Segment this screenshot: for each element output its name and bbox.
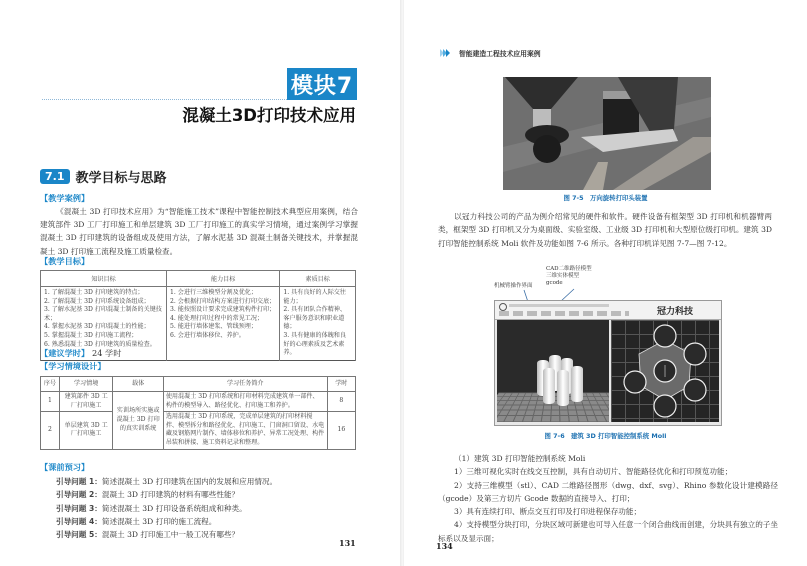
feature-item: 1）三维可视化实时在线交互控制，具有自动切片、智能路径优化和打印预览功能； [454, 467, 733, 477]
header-carrier: 载体 [113, 377, 163, 392]
figure-7-6-caption: 图 7-6 建筑 3D 打印智能控制系统 Moli [544, 432, 667, 440]
printed-column [543, 368, 555, 404]
module-title: 混凝土3D打印技术应用 [182, 106, 356, 125]
table-row [41, 392, 356, 412]
question-text: 混凝土 3D 打印建筑的材料有哪些性能？ [101, 490, 240, 500]
annotation-gcode: gcode [546, 280, 563, 286]
toolbar-controls [499, 311, 629, 316]
annotation-cad: CAD二维路径模型 [546, 266, 592, 272]
quality-item: 3. 具有健康的体魄和良好的心理素质及艺术素养。 [283, 331, 346, 357]
question-text: 简述混凝土 3D 打印建筑在国内的发展和应用情况。 [101, 477, 278, 486]
3d-preview-viewport [497, 320, 609, 422]
header-no: 序号 [41, 377, 60, 392]
question-text: 简述混凝土 3D 打印的施工流程。 [101, 516, 217, 526]
intro-paragraph [438, 210, 772, 250]
quality-item: 1. 具有良好的人际交往能力； [283, 289, 346, 305]
ability-item: 1. 会进行三维模型分割及优化； [170, 289, 257, 296]
teaching-case-text [40, 205, 358, 258]
header-quality: 素质目标 [280, 271, 356, 287]
suggested-hours-label: 【建议学时】 [40, 348, 90, 358]
teaching-case-body: 《混凝土 3D 打印技术应用》为“智能施工技术”课程中智能控制技术典型应用案例，结合建筑部件 3D 工厂打印施工和单层建筑 3D 工厂打印施工的真实学习情境，通过案例学习掌握混凝土 3D 打印建筑的设备组成及使用方法，了解水泥基 3D 混凝土制备关键技术，并掌握混凝土 3D 打印施工流程及施工质量检查。 [40, 207, 358, 256]
annotation-arm-ui: 机械臂操作界面 [494, 283, 533, 289]
print-head-photo [503, 77, 711, 190]
section-heading [40, 167, 167, 186]
ability-item: 4. 能处理打印过程中的常见工况； [170, 314, 264, 322]
page-number: 134 [436, 541, 453, 551]
ability-item: 3. 能按照设计要求完成建筑构件打印； [170, 306, 276, 314]
question-item [56, 488, 277, 501]
moli-features [438, 452, 778, 545]
question-text: 混凝土 3D 打印施工中一般工况有哪些？ [101, 530, 240, 540]
dotted-divider [42, 99, 287, 100]
knowledge-item: 5. 掌握混凝土 3D 打印施工流程； [44, 331, 138, 339]
header-scenario: 学习情境 [59, 377, 113, 392]
ability-item: 2. 会根据打印结构方案进行打印交底； [170, 297, 276, 305]
annotation-file-types [546, 266, 592, 287]
toolpath-drawing [611, 320, 719, 422]
feature-item: 3）具有连续打印、断点交互打印及打印进程保存功能； [454, 507, 642, 517]
intro-text: 以冠力科技公司的产品为例介绍常见的硬件和软件。硬件设备有框架型 3D 打印机和机器臂两类，框架型 3D 打印机又分为桌面级、实验室级、工业级 3D 打印机和大型原位级打印机。建筑 3D 打印智能控制系统 Moli 软件及功能如图 7-6 所示。各种打印机详见图 7-7—图 7-12。 [438, 212, 772, 248]
2d-path-viewport [611, 320, 719, 422]
quality-item: 2. 具有团队合作精神、客户服务意识和职业道德； [283, 306, 346, 331]
printed-column [557, 370, 569, 406]
feature-item: 4）支持模型分块打印，分块区域可新建也可导入任意一个闭合曲线而创建，分块具有独立的子坐标系以及显示面； [438, 520, 778, 543]
row-scenario: 单层建筑 3D 工厂打印施工 [59, 412, 113, 449]
header-task: 学习任务简介 [163, 377, 327, 392]
question-item [56, 475, 277, 488]
software-brand-logo: 冠力科技 [656, 307, 693, 317]
row-no: 2 [41, 412, 60, 449]
question-label: 引导问题 1： [56, 477, 102, 486]
chevron-right-icon [440, 49, 454, 58]
feature-heading: （1）建筑 3D 打印智能控制系统 Moli [454, 454, 586, 463]
ability-item: 6. 会进行墙体移位、养护。 [170, 331, 245, 339]
header-knowledge: 知识目标 [41, 271, 167, 287]
scenario-design-label: 【学习情境设计】 [40, 361, 106, 371]
row-carrier: 实训场所实施或混凝土 3D 打印的真实训系统 [113, 392, 163, 450]
section-title: 教学目标与思路 [75, 171, 167, 186]
annotation-3d-model: 三维实体模型 [546, 273, 580, 279]
knowledge-item: 1. 了解混凝土 3D 打印建筑的特点； [44, 289, 144, 296]
left-page [0, 0, 402, 566]
guide-questions [56, 475, 277, 541]
question-label: 引导问题 3： [56, 503, 102, 513]
ability-goals [167, 287, 280, 361]
feature-item: 2）支持三维模型（stl）、CAD 二维路径图形（dwg、dxf、svg）、Rhino 参数化设计建模路径（gcode）及第三方切片 Gcode 数据的直接导入、打印； [438, 480, 778, 503]
section-number: 7.1 [40, 169, 70, 184]
header-hours: 学时 [327, 377, 355, 392]
row-hours: 8 [327, 392, 355, 412]
module-badge: 模块7 [287, 68, 357, 100]
row-task: 选用混凝土 3D 打印系统，完成单层建筑的打印材料搅拌、模型拆分和路径优化、打印施工、门窗洞口留设、水电藏及钢筋网片制作、墙体移位和养护、异常工况处理、构件吊装和拼接、施工资料记录和整理。 [163, 412, 327, 449]
row-scenario: 建筑部件 3D 工厂打印施工 [59, 392, 113, 412]
ability-item: 5. 能进行墙体建浆、管线预埋； [170, 323, 257, 331]
figure-7-5-caption: 图 7-5 万向旋转打印头装置 [563, 194, 648, 202]
right-page [404, 0, 807, 566]
question-item [56, 528, 277, 541]
app-logo-icon [499, 303, 507, 311]
header-ability: 能力目标 [167, 271, 280, 287]
knowledge-item: 3. 了解水泥基 3D 打印混凝土制备的关键技术； [44, 306, 162, 322]
moli-software-screenshot [494, 300, 722, 426]
software-toolbar [495, 301, 721, 320]
question-item [56, 515, 277, 528]
knowledge-item: 6. 熟悉混凝土 3D 打印建筑的质量检查。 [44, 340, 156, 348]
suggested-hours [40, 348, 121, 359]
table-row [41, 412, 356, 449]
menu-bar [509, 304, 609, 307]
teaching-goals-label: 【教学目标】 [40, 256, 90, 266]
knowledge-item: 4. 掌握水泥基 3D 打印混凝土的性能； [44, 323, 150, 331]
teaching-case-label: 【教学案例】 [40, 193, 90, 203]
suggested-hours-value: 24 学时 [92, 348, 122, 358]
quality-goals [280, 287, 356, 361]
row-no: 1 [41, 392, 60, 412]
running-head [440, 48, 541, 58]
print-head-image [503, 77, 711, 190]
question-label: 引导问题 2： [56, 490, 102, 500]
printed-column [571, 366, 583, 402]
preview-label: 【课前预习】 [40, 462, 90, 472]
knowledge-item: 2. 了解混凝土 3D 打印系统设备组成； [44, 297, 150, 305]
scenario-table [40, 376, 356, 450]
row-hours: 16 [327, 412, 355, 449]
question-item [56, 502, 277, 515]
running-head-title: 智能建造工程技术应用案例 [459, 50, 541, 58]
question-label: 引导问题 5： [56, 530, 102, 540]
question-label: 引导问题 4： [56, 516, 102, 526]
row-task: 使用混凝土 3D 打印系统和打印材料完成建筑单一部件、构件的模型导入、路径优化、打印施工和养护。 [163, 392, 327, 412]
page-number: 131 [339, 538, 356, 548]
question-text: 简述混凝土 3D 打印设备系统组成和种类。 [101, 503, 247, 513]
